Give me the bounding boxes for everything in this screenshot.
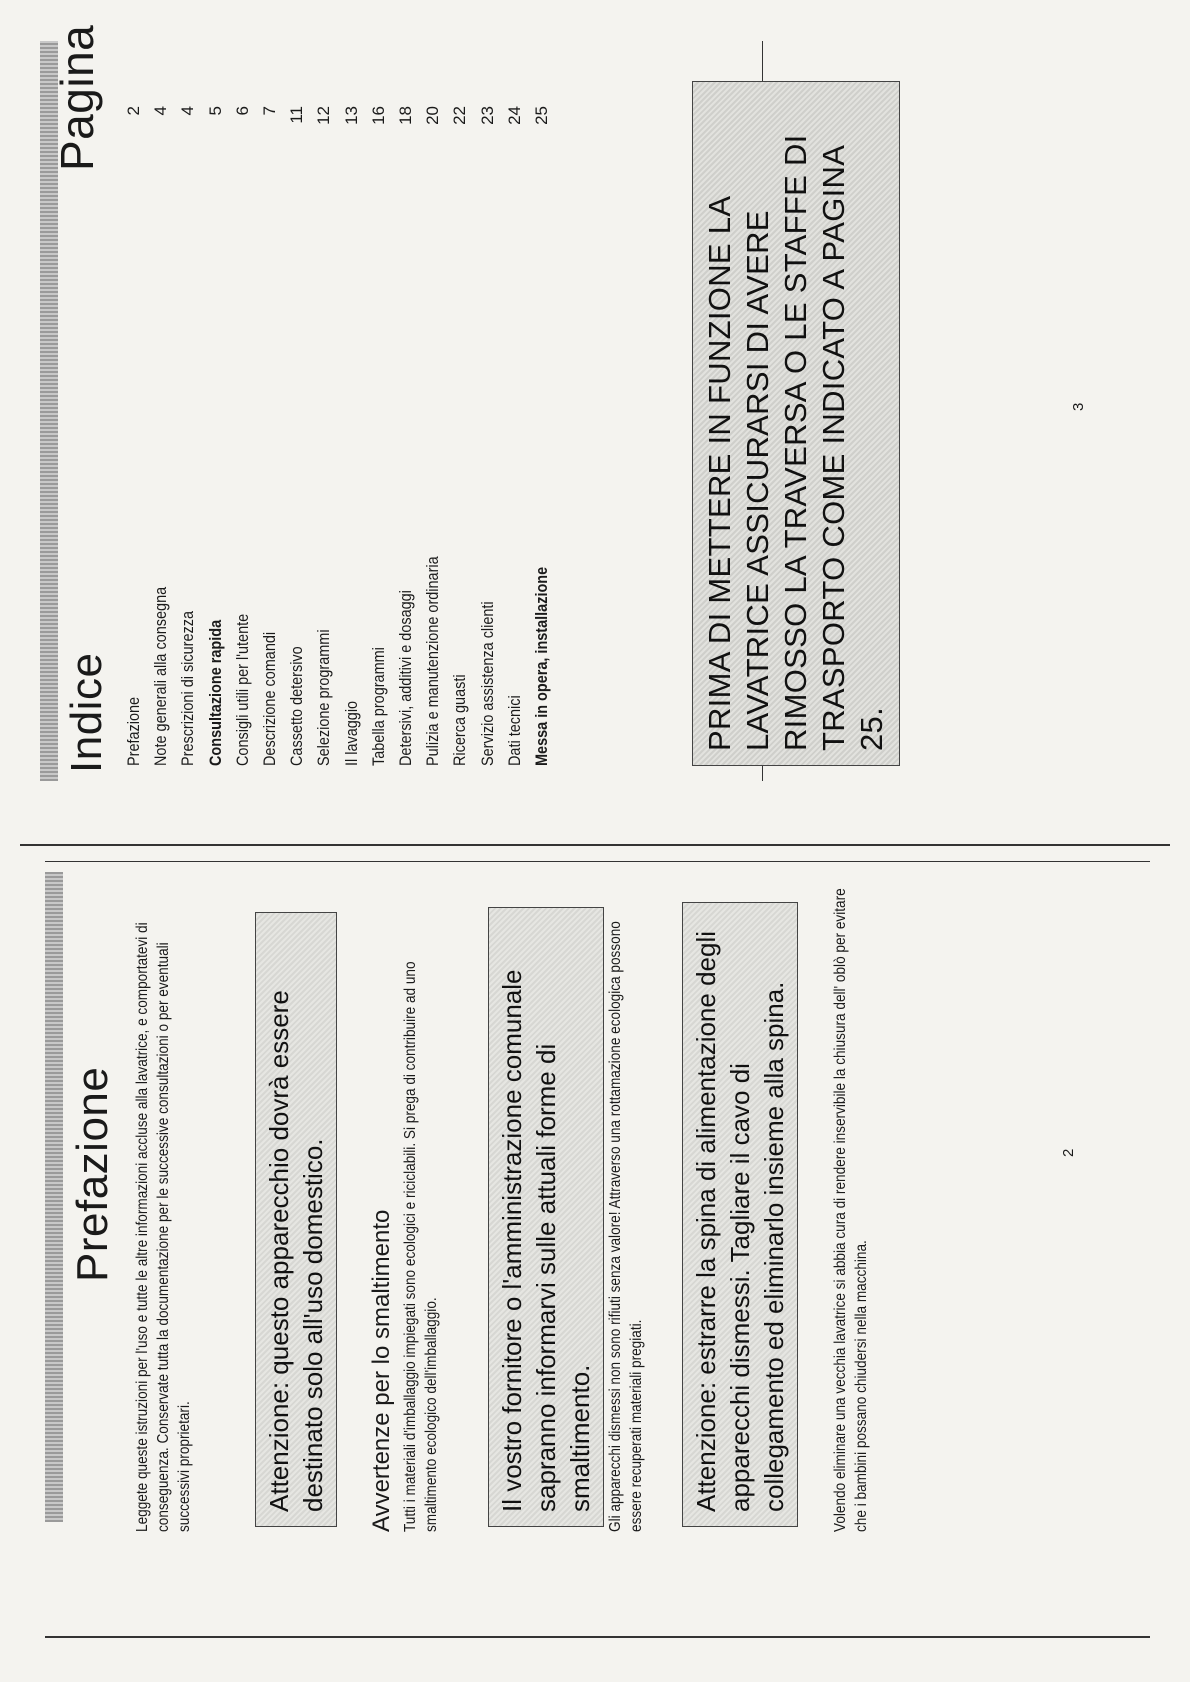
toc-page: 11 bbox=[287, 106, 307, 124]
toc-row[interactable] bbox=[338, 106, 365, 766]
page-prefazione bbox=[0, 841, 1190, 1682]
toc-page: 5 bbox=[205, 106, 225, 116]
toc-row[interactable] bbox=[419, 106, 446, 766]
toc-row[interactable] bbox=[120, 106, 147, 766]
center-fold-rule bbox=[20, 844, 1170, 846]
toc-row[interactable] bbox=[174, 106, 201, 766]
transport-brackets-warning: PRIMA DI METTERE IN FUNZIONE LA LAVATRICE ASSICURARSI DI AVERE RIMOSSO LA TRAVERSA O LE STAFFE DI TRASPORTO COME INDICATO A PAGINA 25. bbox=[692, 81, 900, 766]
toc-row[interactable] bbox=[147, 106, 174, 766]
toc-label: Consigli utili per l'utente bbox=[232, 613, 252, 766]
toc-row[interactable] bbox=[256, 106, 283, 766]
toc-page: 4 bbox=[178, 106, 198, 116]
toc-label: Dati tecnici bbox=[504, 695, 524, 766]
toc-page: 16 bbox=[368, 106, 388, 125]
toc-label: Prefazione bbox=[124, 696, 143, 766]
toc-row[interactable] bbox=[202, 106, 229, 766]
toc-label: Cassetto detersivo bbox=[287, 646, 307, 766]
page-number: 2 bbox=[1060, 1148, 1077, 1157]
toc-page: 18 bbox=[396, 106, 416, 125]
toc-row[interactable] bbox=[501, 106, 528, 766]
toc-page: 6 bbox=[232, 106, 252, 116]
header-bar bbox=[45, 872, 63, 1522]
recycling-text: Gli apparecchi dismessi non sono rifiuti senza valore! Attraverso una rottamazione ecologica possono essere recuperati materiali pregiati. bbox=[607, 921, 645, 1532]
right-margin-rule bbox=[45, 861, 1150, 862]
notice-plug: Attenzione: estrarre la spina di alimentazione degli apparecchi dismessi. Tagliare il cavo di collegamento ed eliminarlo insieme alla spina. bbox=[682, 902, 798, 1527]
notice-supplier: Il vostro fornitore o l'amministrazione comunale sapranno informarvi sulle attuali forme di smaltimento. bbox=[488, 907, 604, 1527]
toc-page: 22 bbox=[450, 106, 470, 125]
toc-page: 13 bbox=[341, 106, 361, 125]
toc-label: Selezione programmi bbox=[314, 629, 334, 766]
toc-label: Pulizia e manutenzione ordinaria bbox=[423, 556, 443, 766]
toc-page: 23 bbox=[477, 106, 497, 125]
toc-page: 2 bbox=[124, 106, 143, 116]
toc-row[interactable] bbox=[310, 106, 337, 766]
toc-label: Ricerca guasti bbox=[450, 674, 470, 766]
page-column-title: Pagina bbox=[51, 24, 103, 171]
toc-label: Consultazione rapida bbox=[205, 619, 225, 766]
toc-label: Note generali alla consegna bbox=[151, 586, 171, 766]
toc-page: 25 bbox=[532, 106, 552, 125]
page-number: 3 bbox=[1070, 402, 1087, 411]
left-margin-rule bbox=[45, 1636, 1150, 1638]
toc-row[interactable] bbox=[446, 106, 473, 766]
notice-domestic-use: Attenzione: questo apparecchio dovrà essere destinato solo all'uso domestico. bbox=[255, 912, 337, 1527]
toc-page: 4 bbox=[151, 106, 171, 116]
toc-page: 12 bbox=[314, 106, 334, 125]
toc-page: 20 bbox=[423, 106, 443, 125]
disposal-heading: Avvertenze per lo smaltimento bbox=[368, 1209, 395, 1532]
disposal-text: Tutti i materiali d'imballaggio impiegati sono ecologici e riciclabili. Si prega di contribuire ad uno smaltimento ecologico dell'imballaggio. bbox=[402, 961, 440, 1532]
intro-text: Leggete queste istruzioni per l'uso e tutte le altre informazioni accluse alla lavatrice, e comportatevi di conseguenza. Conservate tutta la documentazione per le successive consultazioni o per eventuali successivi proprietari. bbox=[134, 922, 193, 1532]
toc-page: 7 bbox=[260, 106, 280, 116]
table-of-contents bbox=[120, 106, 555, 766]
toc-label: Il lavaggio bbox=[341, 700, 361, 766]
toc-label: Detersivi, additivi e dosaggi bbox=[396, 590, 416, 766]
toc-page: 24 bbox=[504, 106, 524, 125]
toc-row[interactable] bbox=[474, 106, 501, 766]
toc-label: Prescrizioni di sicurezza bbox=[178, 611, 198, 766]
toc-row[interactable] bbox=[392, 106, 419, 766]
toc-label: Descrizione comandi bbox=[260, 631, 280, 766]
old-machine-text: Volendo eliminare una vecchia lavatrice si abbia cura di rendere inservibile la chiusura dell' oblò per evitare che i bambini possano chiudersi nella macchina. bbox=[832, 888, 870, 1532]
toc-row[interactable] bbox=[283, 106, 310, 766]
toc-row[interactable] bbox=[528, 106, 555, 766]
toc-label: Tabella programmi bbox=[368, 647, 388, 766]
index-title: Indice bbox=[62, 652, 111, 773]
toc-label: Servizio assistenza clienti bbox=[477, 601, 497, 766]
toc-row[interactable] bbox=[229, 106, 256, 766]
toc-label: Messa in opera, installazione bbox=[532, 566, 552, 766]
page-title: Prefazione bbox=[68, 1066, 117, 1282]
toc-row[interactable] bbox=[365, 106, 392, 766]
